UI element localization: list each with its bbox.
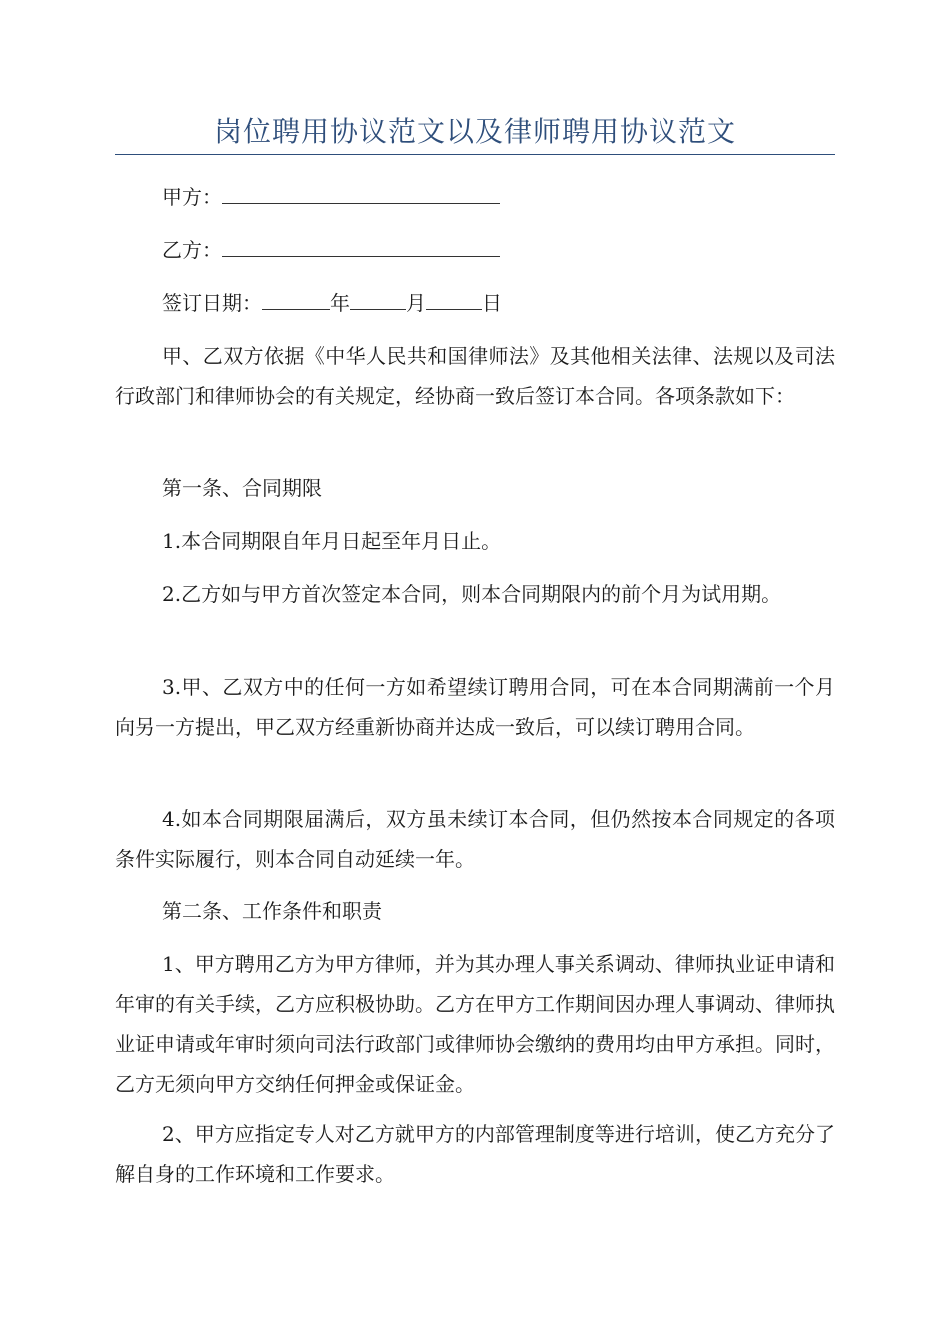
sign-date-field [162, 289, 502, 317]
article-1-item-1: 1.本合同期限自年月日起至年月日止。 [162, 529, 502, 553]
sign-date-label: 签订日期： [162, 291, 262, 315]
party-b-label: 乙方： [162, 238, 222, 262]
day-label: 日 [482, 291, 502, 315]
title-underline [115, 154, 835, 155]
article-2-item-1: 1、甲方聘用乙方为甲方律师，并为其办理人事关系调动、律师执业证申请和年审的有关手续，乙方应积极协助。乙方在甲方工作期间因办理人事调动、律师执业证申请或年审时须向司法行政部门或律师协会缴纳的费用均由甲方承担。同时，乙方无须向甲方交纳任何押金或保证金。 [115, 952, 835, 1096]
article-2-item-2: 2、甲方应指定专人对乙方就甲方的内部管理制度等进行培训，使乙方充分了解自身的工作环境和工作要求。 [115, 1122, 835, 1186]
article-1-item-2: 2.乙方如与甲方首次签定本合同，则本合同期限内的前个月为试用期。 [162, 582, 782, 606]
article-2-heading: 第二条、工作条件和职责 [162, 899, 382, 923]
year-label: 年 [330, 291, 350, 315]
article-1-item-3: 3.甲、乙双方中的任何一方如希望续订聘用合同，可在本合同期满前一个月向另一方提出，甲乙双方经重新协商并达成一致后，可以续订聘用合同。 [115, 675, 835, 739]
year-blank [262, 289, 330, 310]
party-b-field [162, 236, 500, 264]
month-blank [350, 289, 406, 310]
intro-paragraph: 甲、乙双方依据《中华人民共和国律师法》及其他相关法律、法规以及司法行政部门和律师协会的有关规定，经协商一致后签订本合同。各项条款如下： [115, 344, 835, 408]
party-b-blank [222, 236, 500, 257]
article-1-heading: 第一条、合同期限 [162, 476, 322, 500]
party-a-blank [222, 183, 500, 204]
article-1-item-4: 4.如本合同期限届满后，双方虽未续订本合同，但仍然按本合同规定的各项条件实际履行，则本合同自动延续一年。 [115, 807, 835, 871]
document-title: 岗位聘用协议范文以及律师聘用协议范文 [213, 115, 736, 148]
day-blank [426, 289, 482, 310]
month-label: 月 [406, 291, 426, 315]
party-a-label: 甲方： [162, 185, 222, 209]
party-a-field [162, 183, 500, 211]
